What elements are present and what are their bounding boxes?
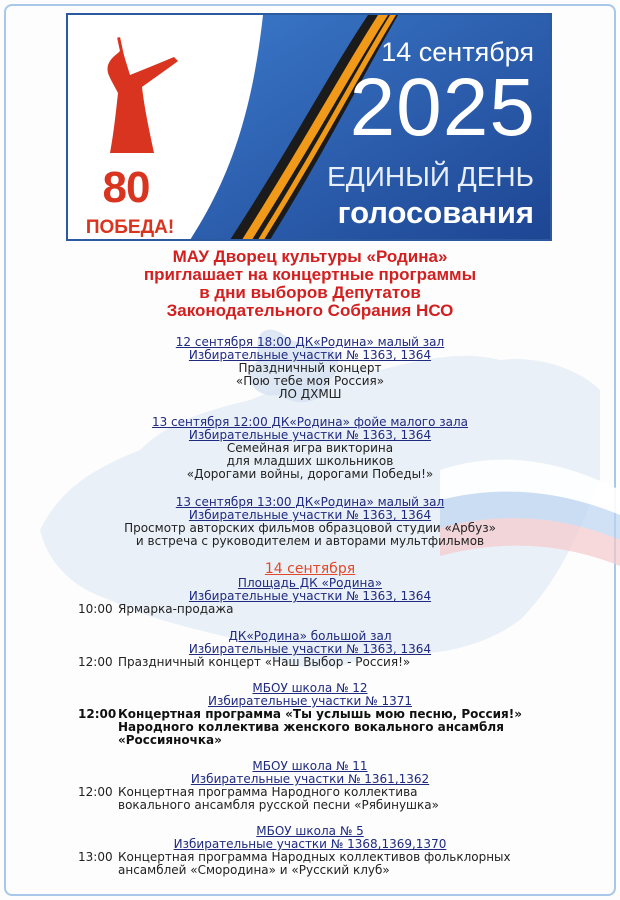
title-line: в дни выборов Депутатов [199,283,421,302]
event-line: для младших школьников [226,454,394,468]
venue-time: 12:00 [78,707,117,721]
venue-school-11 [0,760,620,812]
motherland-statue-icon [70,35,200,165]
election-banner [66,13,552,241]
venue-program: вокального ансамбля русской песни «Рябинушка» [118,798,439,812]
event-line: Праздничный концерт [238,361,382,375]
event-sept-13-films [0,496,620,548]
venue-name[interactable]: МБОУ школа № 11 [252,759,368,773]
banner-line-2: голосования [337,195,534,230]
venue-stations[interactable]: Избирательные участки № 1363, 1364 [188,589,432,603]
venue-school-12 [0,682,620,747]
venue-program: Концертная программа «Ты услышь мою песню, Россия!» [118,707,522,721]
title-line: приглашает на концертные программы [143,265,477,284]
venue-program-row [0,734,620,747]
venue-program: Ярмарка-продажа [118,602,234,616]
venue-name[interactable]: МБОУ школа № 12 [252,681,368,695]
event-sept-13-quiz [0,416,620,481]
venue-program-row [0,864,620,877]
venue-program: Праздничный концерт «Наш Выбор - Россия!» [118,655,411,669]
event-stations[interactable]: Избирательные участки № 1363, 1364 [188,428,432,442]
venue-program: Концертная программа Народных коллективов фольклорных [118,850,511,864]
event-header[interactable]: 13 сентября 13:00 ДК«Родина» малый зал [175,495,445,509]
event-header[interactable]: 13 сентября 12:00 ДК«Родина» фойе малого зала [151,415,469,429]
venue-square [0,577,620,616]
venue-school-5 [0,825,620,877]
title-line: Законодательного Собрания НСО [166,301,454,320]
venue-program: Народного коллектива женского вокального ансамбля [118,720,504,734]
event-header[interactable]: 12 сентября 18:00 ДК«Родина» малый зал [175,335,445,349]
victory-number: 80 [102,163,150,212]
venue-stations[interactable]: Избирательные участки № 1368,1369,1370 [173,837,447,851]
event-line: ЛО ДХМШ [278,387,342,401]
event-line: и встреча с руководителем и авторами мультфильмов [135,534,485,548]
event-sept-12 [0,336,620,401]
banner-line-1: ЕДИНЫЙ ДЕНЬ [327,161,534,192]
venue-program-row [0,799,620,812]
venue-time: 13:00 [78,850,113,864]
sept-14-heading: 14 сентября [264,561,356,577]
venue-name[interactable]: МБОУ школа № 5 [256,824,364,838]
event-stations[interactable]: Избирательные участки № 1363, 1364 [188,508,432,522]
event-stations[interactable]: Избирательные участки № 1363, 1364 [188,348,432,362]
event-line: Семейная игра викторина [226,441,394,455]
banner-year: 2025 [349,62,536,153]
event-line: Просмотр авторских фильмов образцовой студии «Арбуз» [124,521,496,535]
venue-stations[interactable]: Избирательные участки № 1361,1362 [190,772,430,786]
venue-name[interactable]: ДК«Родина» большой зал [228,629,392,643]
event-line: «Пою тебе моя Россия» [235,374,385,388]
venue-stations[interactable]: Избирательные участки № 1371 [208,694,412,708]
venue-stations[interactable]: Избирательные участки № 1363, 1364 [188,642,432,656]
venue-time: 10:00 [78,602,113,616]
page-title [60,248,560,320]
sept-14-heading-block [0,562,620,577]
banner-date: 14 сентября [381,37,534,67]
title-line: МАУ Дворец культуры «Родина» [172,247,448,266]
venue-program-row [0,656,620,669]
venue-program: «Россияночка» [118,733,222,747]
event-line: «Дорогами войны, дорогами Победы!» [186,467,434,481]
venue-time: 12:00 [78,785,113,799]
venue-big-hall [0,630,620,669]
venue-program: ансамблей «Смородина» и «Русский клуб» [118,863,390,877]
victory-80-emblem [70,35,200,240]
venue-program: Концертная программа Народного коллектива [118,785,418,799]
victory-word: ПОБЕДА! [85,217,175,238]
venue-program-row [0,603,620,616]
venue-program-row [0,721,620,734]
venue-time: 12:00 [78,655,113,669]
venue-name[interactable]: Площадь ДК «Родина» [237,576,383,590]
